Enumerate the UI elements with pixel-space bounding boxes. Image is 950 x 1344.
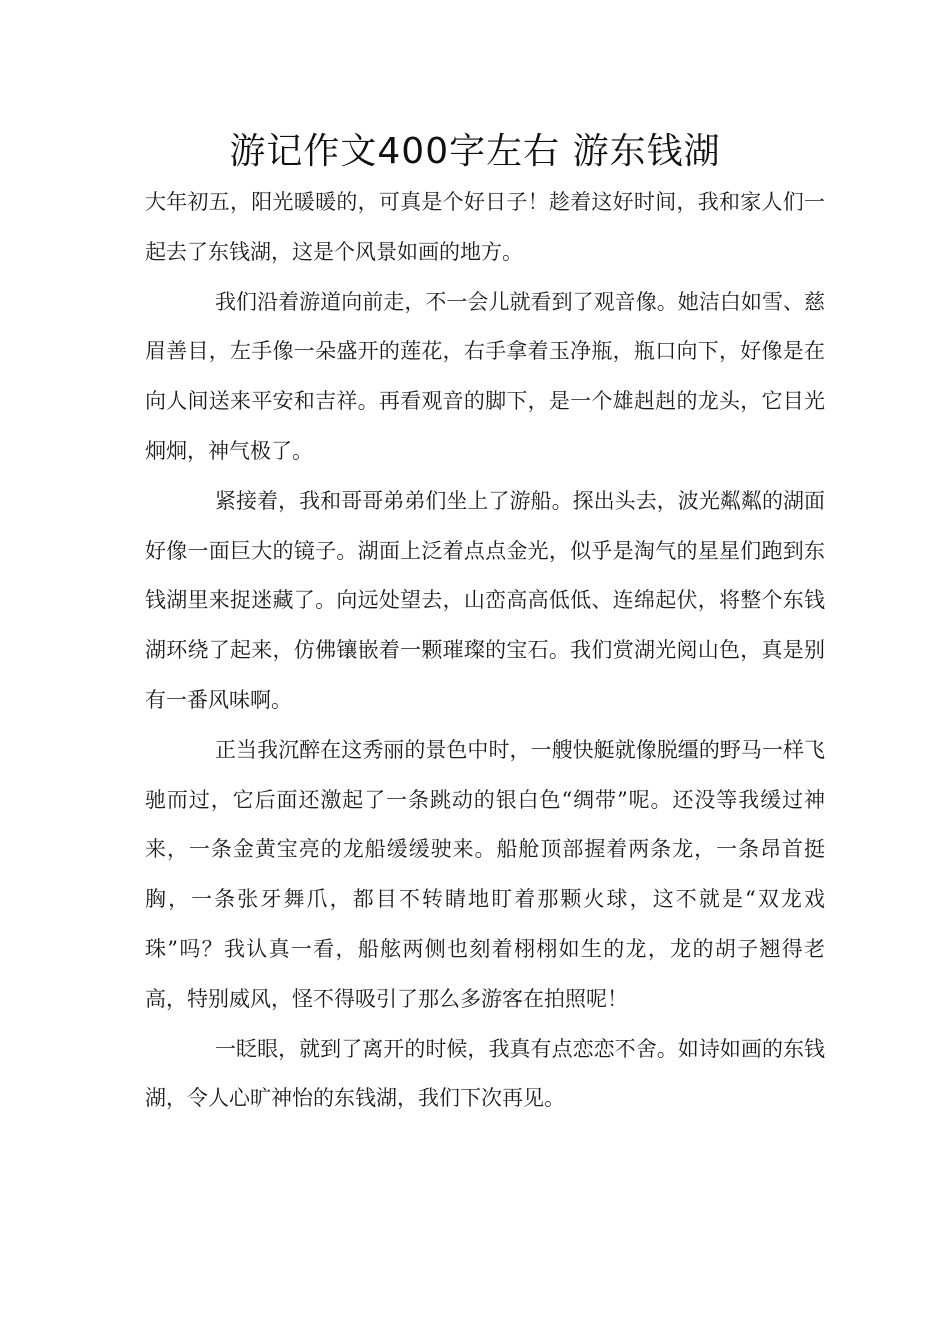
essay-body [145,178,825,1124]
page-title: 游记作文400字左右 游东钱湖 [229,131,721,172]
paragraph [145,726,825,1025]
text-line: 正当我沉醉在这秀丽的景色中时，一艘快艇就像脱缰的野马 [215,737,762,762]
text-line: 拍照呢！ [544,986,628,1011]
text-line: 一样飞驰而过，它后面还激起了一条跳动的银白色“绸带”呢。还 [145,737,826,812]
text-line: 我们沿着游道向前走，不一会儿就看到了观音像。她洁白如 [215,289,762,314]
paragraph [145,178,825,278]
text-line: 下，好像是在向人间送来平安和吉祥。再看观音的脚下，是一个雄 [145,339,826,414]
text-line: 一眨眼，就到了离开的时候，我真有点恋恋不舍。如诗如画 [215,1036,762,1061]
text-line: 没等我缓过神来，一条金黄宝亮的龙船缓缓驶来。船舱顶部握着两 [145,787,825,862]
paragraph [145,1025,825,1125]
text-line: 的湖面好像一面巨大的镜子。湖面上泛着点点金光，似乎是淘气的 [145,488,826,563]
text-line: 的龙，龙的胡子翘得老高，特别威风，怪不得吸引了那么多游客在 [145,936,826,1011]
text-line: 我们赏湖光阅山色，真是别有一番风味啊。 [145,638,826,712]
text-line: 这不就是“双龙戏珠”吗？我认真一看，船舷两侧也刻着栩栩如生 [145,887,825,961]
text-line: 人们一起去了东钱湖，这是个风景如画的地方。 [145,190,826,264]
text-line: 雪、慈眉善目，左手像一朵盛开的莲花，右手拿着玉净瓶，瓶口向 [145,289,826,364]
text-line: 赳赳的龙头，它目光炯炯，神气极了。 [145,389,826,463]
text-line: 星星们跑到东钱湖里来捉迷藏了。向远处望去，山峦高高低低、连 [145,538,826,613]
text-line: 绵起伏，将整个东钱湖环绕了起来，仿佛镶嵌着一颗璀璨的宝石。 [145,588,826,663]
text-line: 紧接着，我和哥哥弟弟们坐上了游船。探出头去，波光粼粼 [215,488,762,513]
text-line: 的东钱湖，令人心旷神怡的东钱湖，我们下次再见。 [145,1036,826,1111]
text-line: 大年初五，阳光暖暖的，可真是个好日子！趁着这好时间，我和家 [145,190,762,214]
paragraph [145,477,825,726]
text-line: 条龙，一条昂首挺胸，一条张牙舞爪，都目不转睛地盯着那颗火球， [145,837,826,912]
paragraph [145,278,825,477]
